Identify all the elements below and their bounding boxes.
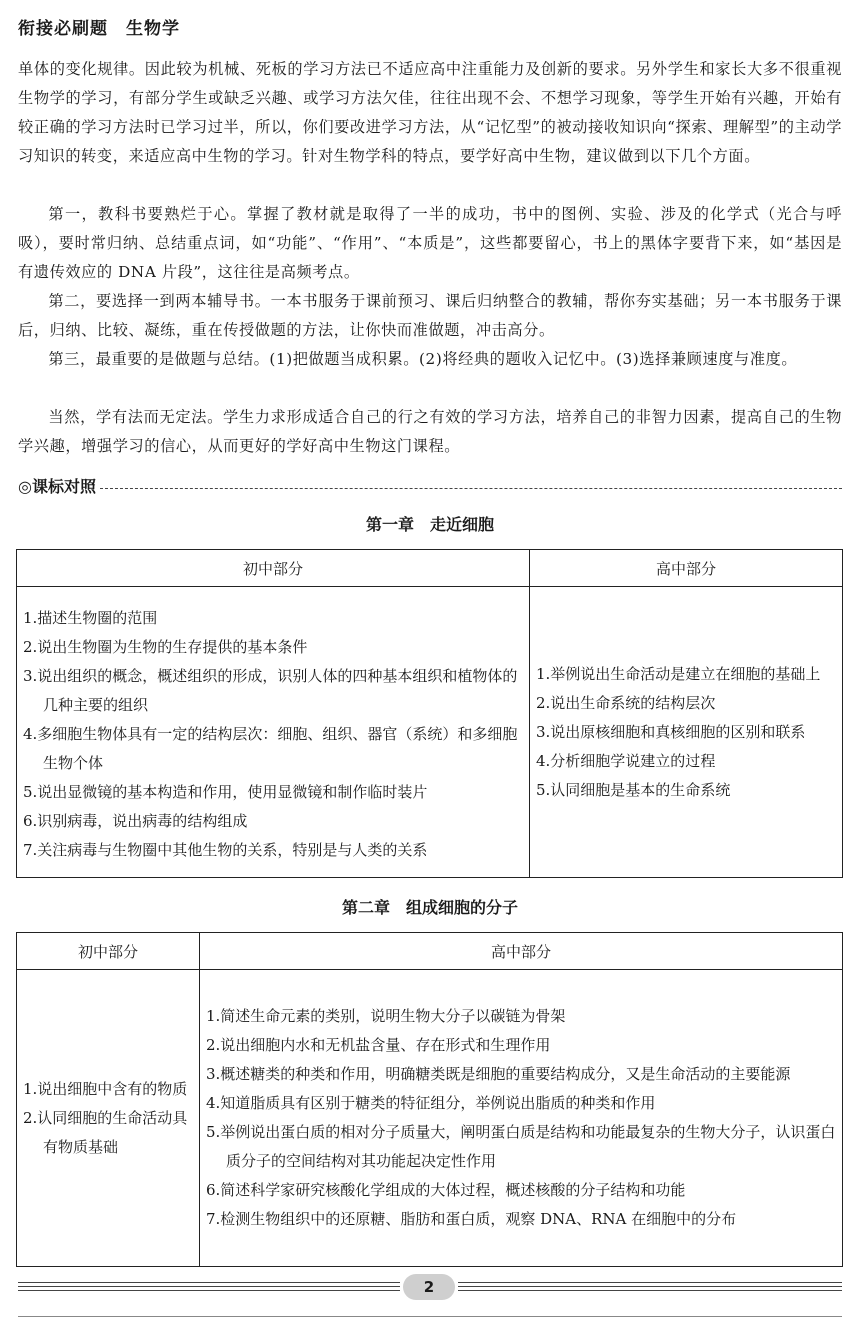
section-heading [18,474,842,497]
list-item: 2.说出生物圈为生物的生存提供的基本条件 [23,637,308,656]
list-item: 2.认同细胞的生命活动具有物质基础 [23,1108,188,1156]
list-item: 5.说出显微镜的基本构造和作用，使用显微镜和制作临时装片 [23,782,428,801]
list-item: 4.多细胞生物体具有一定的结构层次：细胞、组织、器官（系统）和多细胞生物个体 [23,724,518,772]
chapter-1-table [16,549,843,878]
book-title: 衔接必刷题 [18,19,108,39]
column-header-senior: 高中部分 [530,550,843,587]
senior-item-list [536,660,836,805]
table-row [17,587,843,878]
list-item: 7.关注病毒与生物圈中其他生物的关系，特别是与人类的关系 [23,840,428,859]
list-item: 2.说出细胞内水和无机盐含量、存在形式和生理作用 [206,1036,551,1054]
senior-content-cell [200,970,843,1267]
paragraph-conclusion: 当然，学有法而无定法。学生力求形成适合自己的行之有效的学习方法，培养自己的非智力因素，提高自己的生物学兴趣，增强学习的信心，从而更好的学好高中生物这门课程。 [18,408,842,455]
page-number: 2 [403,1274,455,1300]
list-item: 5.举例说出蛋白质的相对分子质量大，阐明蛋白质是结构和功能最复杂的生物大分子，认识蛋白质分子的空间结构对其功能起决定性作用 [206,1123,836,1170]
list-item: 4.知道脂质具有区别于糖类的特征组分，举例说出脂质的种类和作用 [206,1094,656,1112]
list-item: 2.说出生命系统的结构层次 [536,693,716,712]
list-item: 1.举例说出生命活动是建立在细胞的基础上 [536,664,821,683]
section-dashed-rule [100,488,842,489]
junior-item-list [23,1075,193,1162]
column-header-senior: 高中部分 [200,933,843,970]
chapter-2-title: 第二章 组成细胞的分子 [341,898,518,917]
list-item: 6.识别病毒，说出病毒的结构组成 [23,811,248,830]
list-item: 7.检测生物组织中的还原糖、脂肪和蛋白质，观察 DNA、RNA 在细胞中的分布 [206,1210,737,1228]
list-item: 3.说出原核细胞和真核细胞的区别和联系 [536,722,806,741]
column-header-junior: 初中部分 [17,933,200,970]
bottom-rule [18,1316,842,1317]
section-label: ◎课标对照 [18,477,96,496]
list-item: 3.说出组织的概念，概述组织的形成，识别人体的四种基本组织和植物体的几种主要的组织 [23,666,518,714]
chapter-2-table [16,932,843,1267]
list-item: 1.描述生物圈的范围 [23,608,158,627]
senior-content-cell [530,587,843,878]
chapter-1-title: 第一章 走近细胞 [365,515,494,534]
paragraph-tip-1: 第一，教科书要熟烂于心。掌握了教材就是取得了一半的成功，书中的图例、实验、涉及的化学式（光合与呼吸），要时常归纳、总结重点词，如“功能”、“作用”、“本质是”，这些都要留心，书上的黑体字要背下来，如“基因是有遗传效应的 DNA 片段”，这往往是高频考点。 [18,205,842,281]
junior-content-cell [17,587,530,878]
junior-content-cell [17,970,200,1267]
paragraph-tip-2: 第二，要选择一到两本辅导书。一本书服务于课前预习、课后归纳整合的教辅，帮你夯实基础；另一本书服务于课后，归纳、比较、凝练，重在传授做题的方法，让你快而准做题，冲击高分。 [18,292,842,339]
list-item: 3.概述糖类的种类和作用，明确糖类既是细胞的重要结构成分，又是生命活动的主要能源 [206,1065,791,1083]
table-header-row [17,550,843,587]
table-row [17,970,843,1267]
table-header-row [17,933,843,970]
list-item: 6.简述科学家研究核酸化学组成的大体过程，概述核酸的分子结构和功能 [206,1181,686,1199]
paragraph-intro: 单体的变化规律。因此较为机械、死板的学习方法已不适应高中注重能力及创新的要求。另外学生和家长大多不很重视生物学的学习，有部分学生或缺乏兴趣、或学习方法欠佳，往往出现不会、不想学习现象，等学生开始有兴趣，开始有较正确的学习方法时已学习过半，所以，你们要改进学习方法，从“记忆型”的被动接收知识向“探索、理解型”的主动学习知识的转变，来适应高中生物的学习。针对生物学科的特点，要学好高中生物，建议做到以下几个方面。 [18,60,842,165]
list-item: 1.简述生命元素的类别，说明生物大分子以碳链为骨架 [206,1007,566,1025]
subject-label: 生物学 [126,19,180,39]
junior-item-list [23,604,523,865]
list-item: 4.分析细胞学说建立的过程 [536,751,716,770]
senior-item-list [206,1002,836,1234]
list-item: 1.说出细胞中含有的物质 [23,1079,188,1098]
page-header [18,14,180,39]
paragraph-tip-3: 第三，最重要的是做题与总结。(1)把做题当成积累。(2)将经典的题收入记忆中。(3)选择兼顾速度与准度。 [48,350,798,368]
column-header-junior: 初中部分 [17,550,530,587]
list-item: 5.认同细胞是基本的生命系统 [536,780,731,799]
